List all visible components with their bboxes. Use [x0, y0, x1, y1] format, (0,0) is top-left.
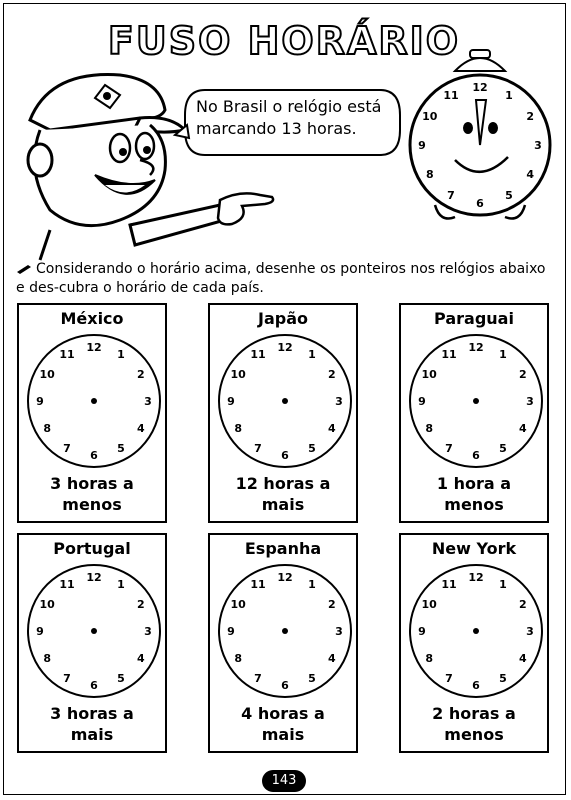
clock-number: 8: [43, 422, 52, 435]
diff-line-2: menos: [62, 495, 122, 514]
clock-number: 10: [422, 110, 438, 123]
clock-face[interactable]: [406, 331, 546, 471]
clock-number: 1: [505, 88, 513, 102]
instruction-text: [16, 260, 556, 298]
country-name: México: [60, 309, 124, 328]
card-new-york: [399, 533, 549, 753]
speech-line-2: marcando 13 horas.: [196, 119, 357, 138]
time-difference: [19, 473, 165, 515]
card-portugal: [17, 533, 167, 753]
clock-face[interactable]: [24, 561, 164, 701]
clock-number: 3: [335, 625, 343, 638]
clock-number: 3: [335, 395, 343, 408]
clock-number: 5: [117, 671, 125, 685]
clock-number: 11: [441, 578, 457, 592]
clock-number: 10: [39, 368, 55, 381]
clock-number: 1: [499, 348, 507, 362]
clock-number: 12: [277, 571, 293, 584]
clock-number: 3: [144, 625, 152, 638]
clock-number: 3: [534, 139, 542, 152]
clock-number: 6: [90, 679, 98, 692]
diff-line-1: 1 hora a: [436, 474, 512, 493]
clock-number: 9: [36, 625, 44, 638]
clock-number: 10: [230, 368, 246, 381]
clock-face[interactable]: [406, 561, 546, 701]
clock-number: 12: [468, 571, 484, 584]
clock-number: 1: [117, 578, 125, 592]
speech-text: [196, 96, 386, 140]
clock-number: 5: [499, 671, 507, 685]
clock-number: 1: [499, 578, 507, 592]
diff-line-2: mais: [70, 725, 114, 744]
diff-line-1: 4 horas a: [241, 704, 325, 723]
clock-number: 4: [136, 422, 145, 435]
clock-number: 3: [526, 625, 534, 638]
clock-number: 5: [505, 189, 513, 203]
clock-number: 4: [327, 422, 336, 435]
clock-center: [91, 398, 97, 404]
clock-number: 12: [86, 341, 102, 354]
clock-number: 2: [327, 368, 336, 381]
diff-line-1: 2 horas a: [432, 704, 516, 723]
clock-face[interactable]: [215, 561, 355, 701]
speech-line-1: No Brasil o relógio está: [196, 97, 382, 116]
clock-number: 9: [227, 625, 235, 638]
clock-number: 11: [59, 348, 75, 362]
clock-number: 6: [476, 197, 484, 210]
clock-number: 7: [447, 189, 455, 203]
clock-number: 7: [445, 671, 453, 685]
clock-number: 8: [425, 422, 434, 435]
diff-line-1: 3 horas a: [50, 474, 134, 493]
clock-number: 5: [499, 441, 507, 455]
clock-number: 8: [43, 652, 52, 665]
card-paraguai: [399, 303, 549, 523]
clock-number: 1: [308, 578, 316, 592]
clock-number: 9: [36, 395, 44, 408]
clock-number: 2: [136, 598, 145, 611]
card-espanha: [208, 533, 358, 753]
clock-number: 7: [445, 441, 453, 455]
clock-number: 2: [518, 598, 527, 611]
page-number: 143: [262, 770, 306, 792]
diff-line-2: menos: [444, 725, 504, 744]
clock-number: 12: [86, 571, 102, 584]
clock-number: 2: [518, 368, 527, 381]
instruction-label: Considerando o horário acima, desenhe os ponteiros nos relógios abaixo e des-cubra o horário de cada país.: [16, 261, 546, 296]
card-mexico: [17, 303, 167, 523]
clock-center: [91, 628, 97, 634]
clock-face[interactable]: [215, 331, 355, 471]
clock-number: 10: [39, 598, 55, 611]
time-difference: [401, 703, 547, 745]
clock-number: 1: [117, 348, 125, 362]
clock-number: 9: [418, 625, 426, 638]
clock-number: 12: [277, 341, 293, 354]
clock-number: 4: [526, 168, 535, 181]
clock-number: 3: [526, 395, 534, 408]
clock-number: 1: [308, 348, 316, 362]
alarm-clock-illustration: [400, 45, 560, 230]
clock-number: 6: [472, 679, 480, 692]
pencil-icon: [16, 264, 32, 274]
clock-number: 10: [230, 598, 246, 611]
clock-number: 3: [144, 395, 152, 408]
clock-number: 4: [518, 652, 527, 665]
clock-number: 8: [425, 168, 434, 181]
clock-number: 10: [421, 598, 437, 611]
clock-number: 11: [250, 578, 266, 592]
clock-number: 8: [425, 652, 434, 665]
clock-number: 4: [327, 652, 336, 665]
diff-line-2: mais: [261, 495, 305, 514]
clock-number: 11: [59, 578, 75, 592]
clock-number: 8: [234, 422, 243, 435]
clock-center: [473, 398, 479, 404]
clock-number: 12: [468, 341, 484, 354]
clock-number: 2: [327, 598, 336, 611]
clock-number: 2: [136, 368, 145, 381]
clock-number: 6: [281, 679, 289, 692]
time-difference: [210, 473, 356, 515]
country-name: New York: [431, 539, 517, 558]
clock-number: 7: [254, 671, 262, 685]
clock-number: 6: [90, 449, 98, 462]
clock-number: 6: [472, 449, 480, 462]
country-name: Paraguai: [434, 309, 514, 328]
clock-number: 4: [518, 422, 527, 435]
title-text: FUSO HORÁRIO: [107, 19, 461, 63]
clock-number: 11: [441, 348, 457, 362]
diff-line-2: menos: [444, 495, 504, 514]
clock-number: 9: [418, 139, 426, 152]
clock-number: 9: [418, 395, 426, 408]
clock-number: 4: [136, 652, 145, 665]
clock-number: 2: [526, 110, 535, 123]
time-difference: [401, 473, 547, 515]
diff-line-2: mais: [261, 725, 305, 744]
diff-line-1: 3 horas a: [50, 704, 134, 723]
clock-number: 12: [472, 81, 488, 94]
clock-number: 6: [281, 449, 289, 462]
clock-center: [282, 628, 288, 634]
country-name: Espanha: [244, 539, 322, 558]
clock-number: 7: [63, 671, 71, 685]
clock-number: 11: [443, 88, 459, 102]
clock-number: 5: [308, 441, 316, 455]
diff-line-1: 12 horas a: [235, 474, 331, 493]
country-name: Portugal: [53, 539, 131, 558]
country-name: Japão: [258, 309, 308, 328]
clock-number: 5: [117, 441, 125, 455]
clock-number: 10: [421, 368, 437, 381]
clock-center: [282, 398, 288, 404]
clock-number: 7: [63, 441, 71, 455]
card-japao: [208, 303, 358, 523]
clock-face[interactable]: [24, 331, 164, 471]
clock-center: [473, 628, 479, 634]
clock-number: 11: [250, 348, 266, 362]
clock-number: 8: [234, 652, 243, 665]
time-difference: [19, 703, 165, 745]
clock-number: 5: [308, 671, 316, 685]
clock-number: 9: [227, 395, 235, 408]
clock-number: 7: [254, 441, 262, 455]
time-difference: [210, 703, 356, 745]
page-title: [107, 14, 461, 64]
